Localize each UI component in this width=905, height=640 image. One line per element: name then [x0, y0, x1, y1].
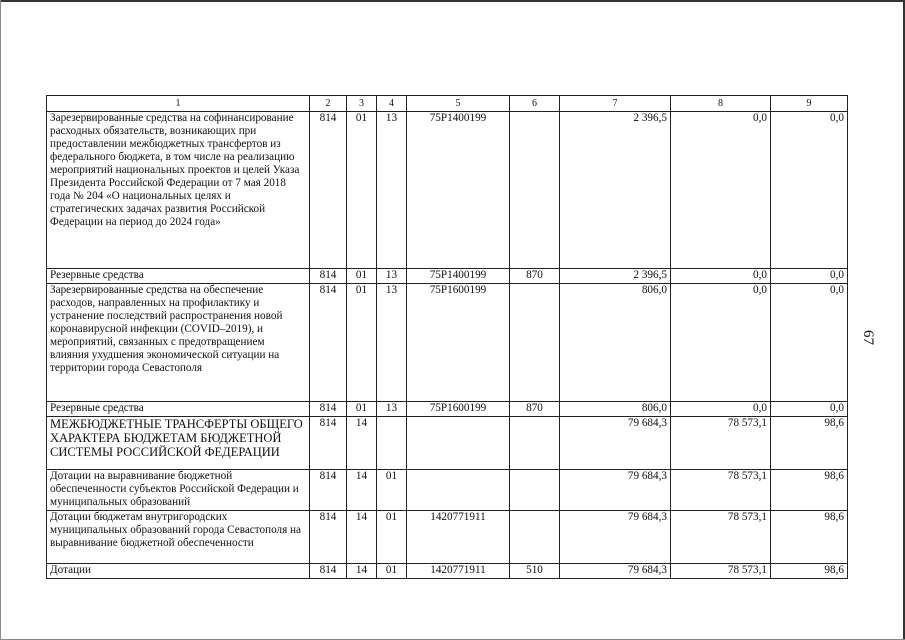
cell-percent: 0,0 — [771, 112, 848, 269]
cell-expense-type: 870 — [510, 269, 560, 284]
cell-executed: 78 573,1 — [671, 417, 771, 470]
cell-admin-code: 814 — [310, 564, 347, 579]
cell-section: 14 — [347, 470, 377, 511]
table-row — [47, 511, 848, 564]
cell-approved: 2 396,5 — [560, 269, 671, 284]
cell-subsection: 13 — [377, 269, 407, 284]
table-row — [47, 417, 848, 470]
cell-executed: 78 573,1 — [671, 511, 771, 564]
budget-table — [46, 95, 848, 579]
cell-admin-code: 814 — [310, 470, 347, 511]
cell-subsection — [377, 417, 407, 470]
cell-name: Резервные средства — [47, 402, 310, 417]
cell-percent: 98,6 — [771, 511, 848, 564]
cell-percent: 0,0 — [771, 402, 848, 417]
header-col-8: 8 — [671, 96, 771, 112]
header-col-9: 9 — [771, 96, 848, 112]
scan-border-left — [0, 0, 1, 640]
cell-percent: 0,0 — [771, 269, 848, 284]
header-col-6: 6 — [510, 96, 560, 112]
cell-name: Зарезервированные средства на софинансирование расходных обязательств, возникающих при предоставлении межбюджетных трансфертов из федерального бюджета, в том числе на реализацию мероприятий национальных проектов и целей Указа Президента Российской Федерации от 7 мая 2018 года № 204 «О национальных целях и стратегических задачах развития Российской Федерации на период до 2024 года» — [47, 112, 310, 269]
cell-approved: 79 684,3 — [560, 470, 671, 511]
table-row — [47, 402, 848, 417]
cell-approved: 806,0 — [560, 284, 671, 402]
cell-target-article — [407, 470, 510, 511]
cell-expense-type: 870 — [510, 402, 560, 417]
cell-percent: 98,6 — [771, 417, 848, 470]
cell-expense-type — [510, 284, 560, 402]
cell-section: 01 — [347, 112, 377, 269]
cell-executed: 78 573,1 — [671, 564, 771, 579]
cell-section: 01 — [347, 284, 377, 402]
cell-subsection: 13 — [377, 284, 407, 402]
cell-expense-type — [510, 511, 560, 564]
cell-admin-code: 814 — [310, 511, 347, 564]
cell-target-article: 75Р1600199 — [407, 284, 510, 402]
cell-section: 01 — [347, 269, 377, 284]
cell-name: Зарезервированные средства на обеспечение расходов, направленных на профилактику и устранение последствий распространения новой коронавирусной инфекции (COVID–2019), и мероприятий, связанных с предотвращением влияния ухудшения экономической ситуации на территории города Севастополя — [47, 284, 310, 402]
page-number: 67 — [860, 330, 876, 345]
cell-executed: 0,0 — [671, 284, 771, 402]
cell-admin-code: 814 — [310, 284, 347, 402]
cell-expense-type — [510, 112, 560, 269]
cell-admin-code: 814 — [310, 417, 347, 470]
cell-section: 14 — [347, 511, 377, 564]
cell-target-article — [407, 417, 510, 470]
cell-executed: 0,0 — [671, 269, 771, 284]
cell-target-article: 75Р1600199 — [407, 402, 510, 417]
cell-subsection: 01 — [377, 470, 407, 511]
header-col-4: 4 — [377, 96, 407, 112]
cell-section: 01 — [347, 402, 377, 417]
cell-section: 14 — [347, 417, 377, 470]
cell-approved: 806,0 — [560, 402, 671, 417]
cell-target-article: 1420771911 — [407, 511, 510, 564]
cell-expense-type — [510, 470, 560, 511]
table-body — [47, 112, 848, 579]
table-row — [47, 269, 848, 284]
cell-expense-type: 510 — [510, 564, 560, 579]
header-col-7: 7 — [560, 96, 671, 112]
cell-percent: 98,6 — [771, 470, 848, 511]
table-header — [47, 96, 848, 112]
cell-name: МЕЖБЮДЖЕТНЫЕ ТРАНСФЕРТЫ ОБЩЕГО ХАРАКТЕРА БЮДЖЕТАМ БЮДЖЕТНОЙ СИСТЕМЫ РОССИЙСКОЙ ФЕДЕРАЦИИ — [47, 417, 310, 470]
cell-admin-code: 814 — [310, 112, 347, 269]
cell-executed: 78 573,1 — [671, 470, 771, 511]
cell-approved: 79 684,3 — [560, 417, 671, 470]
table-row — [47, 112, 848, 269]
cell-executed: 0,0 — [671, 402, 771, 417]
scan-border-top — [0, 0, 905, 2]
header-col-3: 3 — [347, 96, 377, 112]
table-row — [47, 470, 848, 511]
cell-name: Дотации бюджетам внутригородских муниципальных образований города Севастополя на выравнивание бюджетной обеспеченности — [47, 511, 310, 564]
cell-subsection: 01 — [377, 511, 407, 564]
cell-subsection: 13 — [377, 402, 407, 417]
header-col-2: 2 — [310, 96, 347, 112]
cell-expense-type — [510, 417, 560, 470]
header-row — [47, 96, 848, 112]
header-col-5: 5 — [407, 96, 510, 112]
cell-name: Дотации — [47, 564, 310, 579]
header-col-1: 1 — [47, 96, 310, 112]
cell-subsection: 01 — [377, 564, 407, 579]
cell-approved: 79 684,3 — [560, 564, 671, 579]
cell-admin-code: 814 — [310, 269, 347, 284]
table-row — [47, 284, 848, 402]
cell-approved: 79 684,3 — [560, 511, 671, 564]
cell-name: Резервные средства — [47, 269, 310, 284]
cell-target-article: 1420771911 — [407, 564, 510, 579]
cell-target-article: 75Р1400199 — [407, 269, 510, 284]
cell-target-article: 75Р1400199 — [407, 112, 510, 269]
cell-approved: 2 396,5 — [560, 112, 671, 269]
cell-executed: 0,0 — [671, 112, 771, 269]
table-row — [47, 564, 848, 579]
cell-section: 14 — [347, 564, 377, 579]
cell-percent: 0,0 — [771, 284, 848, 402]
cell-percent: 98,6 — [771, 564, 848, 579]
cell-subsection: 13 — [377, 112, 407, 269]
cell-name: Дотации на выравнивание бюджетной обеспеченности субъектов Российской Федерации и муниципальных образований — [47, 470, 310, 511]
cell-admin-code: 814 — [310, 402, 347, 417]
